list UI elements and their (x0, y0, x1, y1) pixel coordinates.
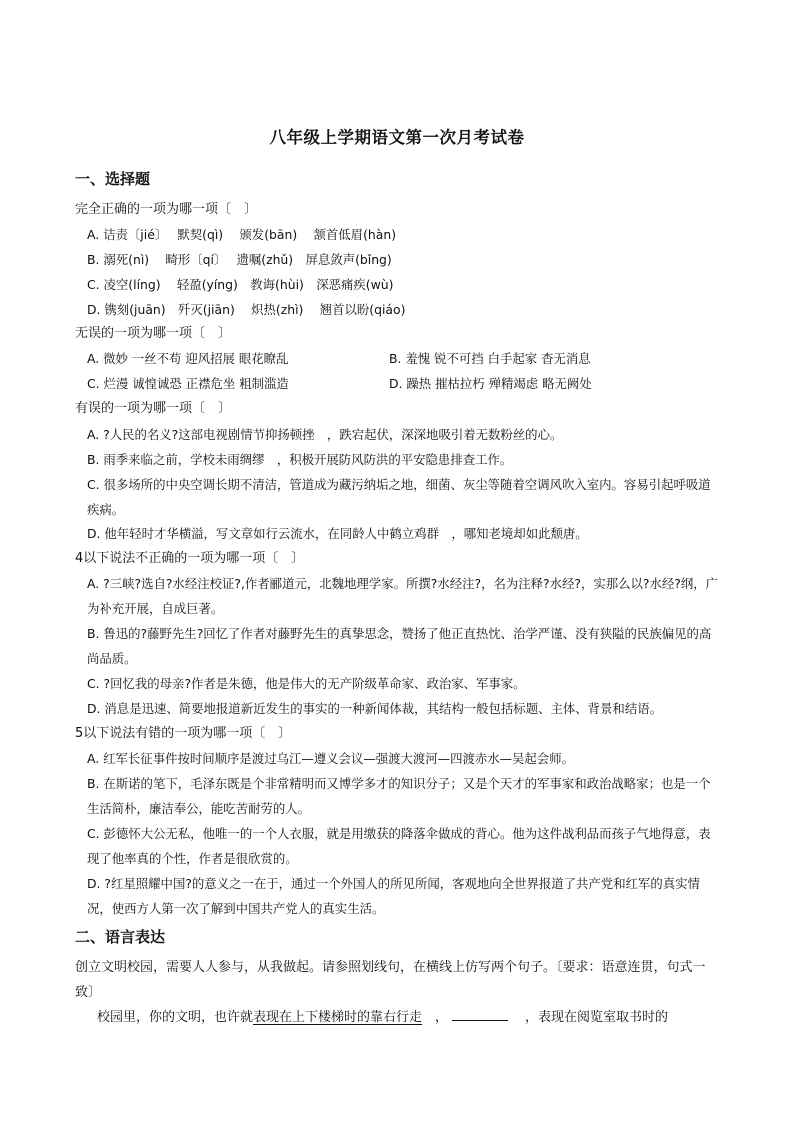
question-1-stem: 完全正确的一项为哪一项〔 〕 (75, 202, 258, 217)
question-4-option-a: A. ?三峡?选自?水经注校证?,作者郦道元，北魏地理学家。所撰?水经注?，名为注释?水经?，实那么以?水经?纲，广为补充开展，自成巨著。 (87, 576, 719, 616)
question-5-option-c: C. 彭德怀大公无私，他唯一的一个人衣服，就是用缴获的降落伞做成的背心。他为这件战利品而孩子气地得意，表现了他率真的个性，作者是很欣赏的。 (87, 826, 711, 866)
question-2-option-d: D. 躁热 摧枯拉朽 殚精竭虑 略无阙处 (389, 376, 592, 391)
page-title: 八年级上学期语文第一次月考试卷 (269, 128, 525, 147)
question-2-option-c: C. 烂漫 诚惶诚恐 正襟危坐 粗制滥造 (87, 376, 289, 391)
question-2-stem: 无误的一项为哪一项〔 〕 (75, 326, 232, 341)
question-6-stem: 创立文明校园，需要人人参与，从我做起。请参照划线句，在横线上仿写两个句子。〔要求：语意连贯，句式一致〕 (75, 960, 706, 1000)
question-5-option-d: D. ?红星照耀中国?的意义之一在于，通过一个外国人的所见所闻，客观地向全世界报道了共产党和红军的真实情况，使西方人第一次了解到中国共产党人的真实生活。 (87, 876, 700, 916)
question-1-option-c: C. 凌空(líng) 轻盈(yíng) 教诲(hùi) 深恶痛疾(wù) (87, 277, 394, 292)
question-4-option-d: D. 消息是迅速、简要地报道新近发生的事实的一种新闻体裁，其结构一般包括标题、主体、背景和结语。 (87, 701, 662, 716)
answer-blank[interactable] (452, 1006, 508, 1021)
question-5-stem: 5以下说法有错的一项为哪一项〔 〕 (75, 726, 292, 741)
question-4-stem: 4以下说法不正确的一项为哪一项〔 〕 (75, 551, 305, 566)
question-4-option-c: C. ?回忆我的母亲?作者是朱德，他是伟大的无产阶级革命家、政治家、军事家。 (87, 676, 526, 691)
prompt-line-comma: ， (422, 1010, 449, 1025)
question-1-option-b: B. 溺死(nì) 畸形〔qí〕 遗嘱(zhǔ) 屏息敛声(bǐng) (87, 252, 392, 267)
section-heading-language: 二、语言表达 (75, 928, 166, 946)
question-1-option-d: D. 镌刻(juān) 歼灭(jiān) 炽热(zhì) 翘首以盼(qiáo) (87, 302, 406, 317)
question-5-option-a: A. 红军长征事件按时间顺序是渡过乌江—遵义会议—强渡大渡河—四渡赤水—吴起会师。 (87, 751, 574, 766)
question-3-option-c: C. 很多场所的中央空调长期不清洁，管道成为藏污纳垢之地，细菌、灰尘等随着空调风吹入室内。容易引起呼吸道疾病。 (87, 477, 711, 517)
question-3-option-a: A. ?人民的名义?这部电视剧情节抑扬顿挫 ，跌宕起伏，深深地吸引着无数粉丝的心。 (87, 427, 563, 442)
question-1-option-a: A. 诘责〔jié〕 默契(qì) 颁发(bān) 颔首低眉(hàn) (87, 227, 397, 242)
question-2-option-b: B. 羞愧 锐不可挡 白手起家 杳无消息 (389, 351, 591, 366)
prompt-line-continuation: ，表现在阅览室取书时的 (512, 1010, 669, 1025)
question-3-stem: 有误的一项为哪一项〔 〕 (75, 401, 232, 416)
section-heading-choice: 一、选择题 (75, 170, 151, 188)
question-4-option-b: B. 鲁迅的?藤野先生?回忆了作者对藤野先生的真挚思念，赞扬了他正直热忱、治学严谨、没有狭隘的民族偏见的高尚品质。 (87, 626, 712, 666)
question-5-option-b: B. 在斯诺的笔下，毛泽东既是个非常精明而又博学多才的知识分子；又是个天才的军事家和政治战略家；也是一个生活简朴，廉洁奉公，能吃苦耐劳的人。 (87, 776, 711, 816)
question-6-prompt-line (97, 1006, 668, 1031)
question-3-option-b: B. 雨季来临之前，学校未雨绸缪 ，积极开展防风防洪的平安隐患排查工作。 (87, 452, 513, 467)
question-3-option-d: D. 他年轻时才华横溢，写文章如行云流水，在同龄人中鹤立鸡群 ，哪知老境却如此颓唐。 (87, 526, 588, 541)
prompt-line-prefix: 校园里，你的文明，也许就 (97, 1010, 254, 1025)
question-2-option-a: A. 微妙 一丝不苟 迎风招展 眼花瞭乱 (87, 351, 289, 366)
underlined-example-sentence: 表现在上下楼梯时的靠右行走 (253, 1010, 423, 1025)
